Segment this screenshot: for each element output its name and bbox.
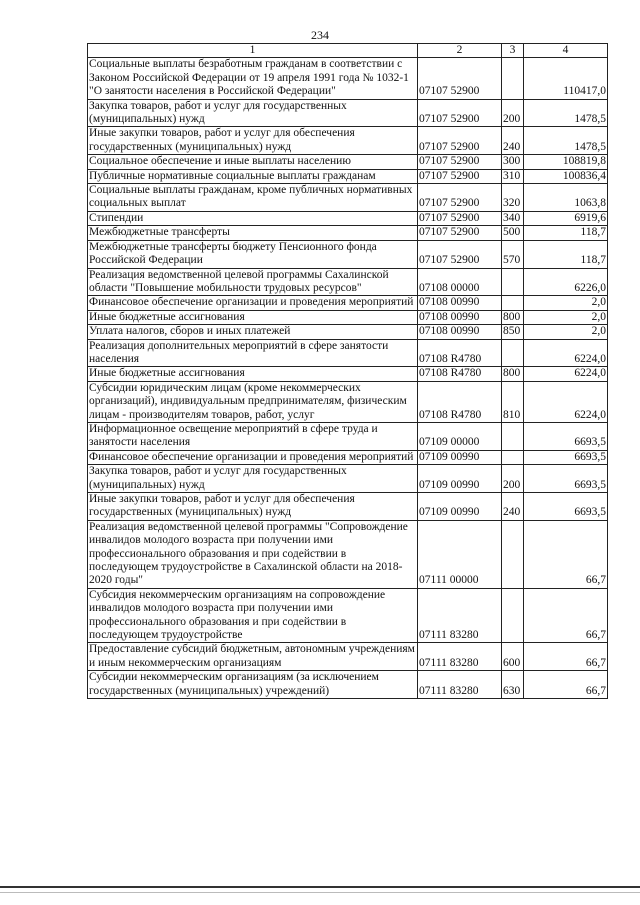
row-name-cell: Информационное освещение мероприятий в сфере труда и занятости населения <box>88 422 418 450</box>
row-code-cell: 07108 00990 <box>418 310 502 324</box>
row-sum-cell: 6224,0 <box>524 381 608 422</box>
table-row <box>88 493 608 521</box>
row-name-cell: Иные бюджетные ассигнования <box>88 310 418 324</box>
row-code-cell: 07111 00000 <box>418 520 502 588</box>
row-sum-cell: 2,0 <box>524 296 608 310</box>
table-row <box>88 155 608 169</box>
table-row <box>88 240 608 268</box>
row-name-cell: Социальное обеспечение и иные выплаты населению <box>88 155 418 169</box>
row-sum-cell: 6224,0 <box>524 339 608 367</box>
row-sum-cell: 2,0 <box>524 310 608 324</box>
row-vr-cell: 240 <box>502 493 524 521</box>
row-code-cell: 07109 00990 <box>418 493 502 521</box>
row-name-cell: Реализация ведомственной целевой программы Сахалинской области "Повышение мобильности трудовых ресурсов" <box>88 268 418 296</box>
row-code-cell: 07107 52900 <box>418 226 502 240</box>
row-sum-cell: 66,7 <box>524 671 608 699</box>
row-vr-cell: 570 <box>502 240 524 268</box>
row-code-cell: 07109 00000 <box>418 422 502 450</box>
row-sum-cell: 6693,5 <box>524 493 608 521</box>
row-name-cell: Финансовое обеспечение организации и проведения мероприятий <box>88 450 418 464</box>
row-sum-cell: 6226,0 <box>524 268 608 296</box>
row-code-cell: 07108 00990 <box>418 325 502 339</box>
row-sum-cell: 6693,5 <box>524 465 608 493</box>
row-sum-cell: 100836,4 <box>524 169 608 183</box>
row-name-cell: Иные бюджетные ассигнования <box>88 367 418 381</box>
row-code-cell: 07107 52900 <box>418 155 502 169</box>
row-code-cell: 07108 00000 <box>418 268 502 296</box>
table-row <box>88 184 608 212</box>
column-header: 2 <box>418 44 502 58</box>
row-name-cell: Предоставление субсидий бюджетным, автономным учреждениям и иным некоммерческим организациям <box>88 643 418 671</box>
row-vr-cell: 320 <box>502 184 524 212</box>
row-vr-cell: 200 <box>502 99 524 127</box>
table-row <box>88 450 608 464</box>
row-vr-cell <box>502 268 524 296</box>
row-sum-cell: 6224,0 <box>524 367 608 381</box>
budget-table <box>87 43 608 699</box>
row-name-cell: Уплата налогов, сборов и иных платежей <box>88 325 418 339</box>
page-bottom-rule <box>0 886 640 888</box>
row-sum-cell: 1478,5 <box>524 127 608 155</box>
row-code-cell: 07107 52900 <box>418 240 502 268</box>
row-name-cell: Иные закупки товаров, работ и услуг для обеспечения государственных (муниципальных) нужд <box>88 127 418 155</box>
row-sum-cell: 6693,5 <box>524 450 608 464</box>
row-sum-cell: 108819,8 <box>524 155 608 169</box>
row-vr-cell: 800 <box>502 310 524 324</box>
row-sum-cell: 66,7 <box>524 588 608 643</box>
table-row <box>88 169 608 183</box>
row-vr-cell <box>502 520 524 588</box>
row-code-cell: 07111 83280 <box>418 588 502 643</box>
table-row <box>88 465 608 493</box>
page-number: 234 <box>311 28 329 42</box>
row-vr-cell <box>502 588 524 643</box>
row-vr-cell <box>502 296 524 310</box>
row-vr-cell: 800 <box>502 367 524 381</box>
row-code-cell: 07109 00990 <box>418 450 502 464</box>
row-sum-cell: 2,0 <box>524 325 608 339</box>
column-header: 3 <box>502 44 524 58</box>
row-code-cell: 07107 52900 <box>418 211 502 225</box>
row-vr-cell: 300 <box>502 155 524 169</box>
row-vr-cell: 240 <box>502 127 524 155</box>
table-header-row <box>88 44 608 58</box>
row-vr-cell <box>502 58 524 99</box>
row-code-cell: 07108 R4780 <box>418 367 502 381</box>
row-vr-cell: 630 <box>502 671 524 699</box>
row-code-cell: 07107 52900 <box>418 58 502 99</box>
table-row <box>88 310 608 324</box>
row-code-cell: 07108 R4780 <box>418 381 502 422</box>
row-sum-cell: 110417,0 <box>524 58 608 99</box>
table-row <box>88 268 608 296</box>
table-row <box>88 339 608 367</box>
table-row <box>88 99 608 127</box>
column-header: 1 <box>88 44 418 58</box>
row-name-cell: Субсидии юридическим лицам (кроме некоммерческих организаций), индивидуальным предпринимателям, физическим лицам - производителям товаров, работ, услуг <box>88 381 418 422</box>
row-vr-cell: 200 <box>502 465 524 493</box>
row-code-cell: 07111 83280 <box>418 643 502 671</box>
row-vr-cell: 340 <box>502 211 524 225</box>
table-row <box>88 381 608 422</box>
row-vr-cell <box>502 422 524 450</box>
table-row <box>88 226 608 240</box>
table-row <box>88 296 608 310</box>
row-name-cell: Финансовое обеспечение организации и проведения мероприятий <box>88 296 418 310</box>
row-name-cell: Стипендии <box>88 211 418 225</box>
row-code-cell: 07108 R4780 <box>418 339 502 367</box>
row-sum-cell: 118,7 <box>524 226 608 240</box>
row-vr-cell: 310 <box>502 169 524 183</box>
row-sum-cell: 1063,8 <box>524 184 608 212</box>
scan-edge <box>0 892 640 893</box>
row-sum-cell: 66,7 <box>524 643 608 671</box>
row-vr-cell: 810 <box>502 381 524 422</box>
table-row <box>88 58 608 99</box>
row-name-cell: Реализация ведомственной целевой программы "Сопровождение инвалидов молодого возраста при получении ими профессионального образования и при содействии в последующем трудоустройстве в Сахалинской области на 2018-2020 годы" <box>88 520 418 588</box>
column-header: 4 <box>524 44 608 58</box>
row-code-cell: 07107 52900 <box>418 184 502 212</box>
row-vr-cell <box>502 450 524 464</box>
row-name-cell: Реализация дополнительных мероприятий в сфере занятости населения <box>88 339 418 367</box>
table-row <box>88 520 608 588</box>
row-code-cell: 07108 00990 <box>418 296 502 310</box>
row-code-cell: 07111 83280 <box>418 671 502 699</box>
row-vr-cell: 600 <box>502 643 524 671</box>
table-row <box>88 643 608 671</box>
row-name-cell: Закупка товаров, работ и услуг для государственных (муниципальных) нужд <box>88 465 418 493</box>
row-name-cell: Социальные выплаты гражданам, кроме публичных нормативных социальных выплат <box>88 184 418 212</box>
row-name-cell: Межбюджетные трансферты <box>88 226 418 240</box>
row-sum-cell: 6919,6 <box>524 211 608 225</box>
row-sum-cell: 6693,5 <box>524 422 608 450</box>
table-row <box>88 325 608 339</box>
row-vr-cell <box>502 339 524 367</box>
table-row <box>88 671 608 699</box>
table-row <box>88 588 608 643</box>
row-code-cell: 07107 52900 <box>418 99 502 127</box>
row-sum-cell: 118,7 <box>524 240 608 268</box>
table-row <box>88 127 608 155</box>
table-row <box>88 211 608 225</box>
row-name-cell: Межбюджетные трансферты бюджету Пенсионного фонда Российской Федерации <box>88 240 418 268</box>
table-row <box>88 367 608 381</box>
row-code-cell: 07107 52900 <box>418 169 502 183</box>
row-vr-cell: 500 <box>502 226 524 240</box>
row-code-cell: 07107 52900 <box>418 127 502 155</box>
row-name-cell: Социальные выплаты безработным гражданам в соответствии с Законом Российской Федерации от 19 апреля 1991 года № 1032-1 "О занятости населения в Российской Федерации" <box>88 58 418 99</box>
row-sum-cell: 66,7 <box>524 520 608 588</box>
row-code-cell: 07109 00990 <box>418 465 502 493</box>
row-name-cell: Иные закупки товаров, работ и услуг для обеспечения государственных (муниципальных) нужд <box>88 493 418 521</box>
row-sum-cell: 1478,5 <box>524 99 608 127</box>
row-name-cell: Закупка товаров, работ и услуг для государственных (муниципальных) нужд <box>88 99 418 127</box>
row-name-cell: Субсидии некоммерческим организациям (за исключением государственных (муниципальных) учреждений) <box>88 671 418 699</box>
table-row <box>88 422 608 450</box>
row-vr-cell: 850 <box>502 325 524 339</box>
row-name-cell: Публичные нормативные социальные выплаты гражданам <box>88 169 418 183</box>
row-name-cell: Субсидия некоммерческим организациям на сопровождение инвалидов молодого возраста при получении ими профессионального образования и при содействии в последующем трудоустройстве <box>88 588 418 643</box>
